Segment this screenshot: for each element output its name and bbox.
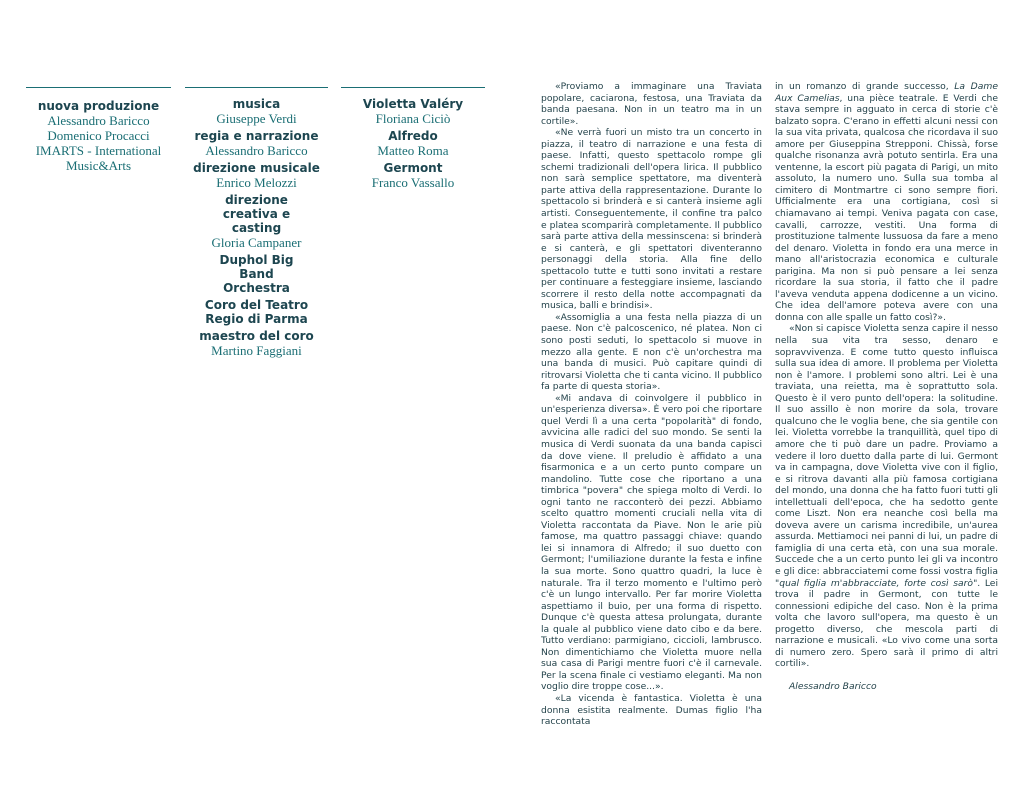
- cast-role: Violetta Valéry: [362, 97, 464, 111]
- credits-column-production: [26, 87, 171, 173]
- staff-role: Coro del Teatro Regio di Parma: [204, 298, 309, 326]
- text-run: , una pièce teatrale. E Verdi che stava sempre in agguato in cerca di storie c'è balzato sopra. C'erano in effetti alcuni nessi con la sua vita privata, qualcosa che ricordava il suo amore per Giuseppina Strepponi. Chissà, forse qualche risonanza avrà potuto sentirla. Era una ventenne, la escort più pagata di Parigi, un mito assoluto, la numero uno. Sulla sua tomba al cimitero di Montmartre ci sono sempre fiori. Ufficialmente era una cortigiana, così si chiamavano ai tempi. Veniva pagata con case, cavalli, carrozze, vestiti. Una forma di prostituzione talmente lussuosa da fare a meno del denaro. Violetta in fondo era una merce in mano all'aristocrazia economica e culturale parigina. Ma non si può pensare a lei senza ricordare la sua storia, il fatto che il padre l'aveva venduta appena dodicenne a un vicino. Che idea dell'amore poteva avere con una donna con alle spalle un fatto così?».: [775, 92, 998, 323]
- staff-entry: [185, 129, 328, 158]
- cast-role: Alfredo: [388, 129, 438, 143]
- article-paragraph: «Mi andava di coinvolgere il pubblico in un'esperienza diversa». È vero poi che riportare quel Verdi lì a una certa "popolarità" di fondo, avvicina alle radici del suo mondo. Se senti la musica di Verdi suonata da una banda capisci da dove viene. Il preludio è affidato a una fisarmonica e a un certo punto compare un mandolino. Tutte cose che riportano a una timbrica "povera" che spiega molto di Verdi. Io ogni tanto ne racconterò dei pezzi. Abbiamo scelto quattro momenti cruciali nella vita di Violetta raccontata da Piave. Non le arie più famose, ma quattro passaggi chiave: quando lei si innamora di Alfredo; il suo duetto con Germont; l'umiliazione durante la festa e infine la sua morte. Sono quattro quadri, la luce è naturale. Tra il terzo momento e l'ultimo però c'è un lungo intervallo. Per far morire Violetta aspettiamo il buio, per una forma di rispetto. Dunque c'è questa attesa prolungata, durante la quale al pubblico viene dato cibo e da bere. Tutto verdiano: parmigiano, ciccioli, lambrusco. Non dimentichiamo che Violetta muore nella sua casa di Parigi mentre fuori c'è il carnevale. Per la scena finale ci vestiamo eleganti. Ma non voglio dire troppe cose...».: [541, 392, 762, 693]
- article-paragraph: [775, 81, 998, 323]
- author-signature: Alessandro Baricco: [789, 680, 877, 692]
- article-paragraph: «La vicenda è fantastica. Violetta è una donna esistita realmente. Dumas figlio l'ha raccontata: [541, 692, 762, 728]
- staff-name: Gloria Campaner: [211, 235, 302, 250]
- staff-role: regia e narrazione: [194, 129, 319, 143]
- article-paragraph: «Assomiglia a una festa nella piazza di un paese. Non c'è palcoscenico, né platea. Non ci sono posti seduti, lo spettacolo si muove in mezzo alla gente. E non c'è un'orchestra ma una banda di musici. Può capitare quindi di ritrovarsi Violetta che ti canta vicino. Il pubblico fa parte di questa storia».: [541, 311, 762, 393]
- staff-name: Giuseppe Verdi: [216, 111, 297, 126]
- cast-entry: [341, 97, 485, 126]
- cast-name: Matteo Roma: [377, 143, 449, 158]
- producer-name: Alessandro Baricco: [47, 113, 150, 128]
- staff-name: Enrico Melozzi: [216, 175, 297, 190]
- staff-entry: [185, 193, 328, 250]
- credits-column-staff: [185, 87, 328, 358]
- article-paragraph: «Ne verrà fuori un misto tra un concerto in piazza, il teatro di narrazione e una festa di paese. Infatti, questo spettacolo rompe gli schemi tradizionali dell'opera lirica. Il pubblico non sarà semplice spettatore, ma diventerà parte attiva della rappresentazione. Durante lo spettacolo si brinderà e si canterà insieme agli artisti. Conseguentemente, il confine tra palco e platea scomparirà completamente. Il pubblico sarà parte attiva della messinscena: si brinderà e si canterà, e gli spettatori diventeranno personaggi della storia. Alla fine dello spettacolo tutte e tutti sono invitati a restare per continuare a festeggiare insieme, lasciando scorrere il resto della notte accompagnati da musica, balli e brindisi».: [541, 127, 762, 312]
- text-run: in un romanzo di grande successo,: [775, 81, 955, 92]
- staff-entry: [185, 329, 328, 358]
- cast-entry: [341, 161, 485, 190]
- article-paragraph: «Proviamo a immaginare una Traviata popolare, caciarona, festosa, una Traviata da banda paesana. Non in un teatro ma in un cortile».: [541, 81, 762, 127]
- staff-role: maestro del coro: [199, 329, 314, 343]
- producer-name: Domenico Procacci: [47, 128, 150, 143]
- staff-name: Martino Faggiani: [211, 343, 302, 358]
- staff-entry: [185, 298, 328, 326]
- staff-role: direzione creativa e casting: [222, 193, 291, 235]
- credits-column-cast: [341, 87, 485, 190]
- staff-role: musica: [232, 97, 281, 111]
- article-column-left: [541, 81, 762, 728]
- production-label: nuova produzione: [37, 99, 160, 113]
- staff-role: Duphol Big Band Orchestra: [219, 253, 294, 295]
- text-run: ". Lei trova il padre in Germont, con tutte le connessioni edipiche del caso. Non è la prima volta che lavoro sull'opera, ma questo è un progetto diverso, che mescola parti di narrazione e musicali. «Lo vivo come una sorta di numero zero. Spero sarà il primo di altri cortili».: [775, 577, 998, 670]
- cast-role: Germont: [383, 161, 443, 175]
- staff-entry: [185, 253, 328, 295]
- article-paragraph: [775, 323, 998, 669]
- libretto-quote: qual figlia m'abbracciate, forte così sarò: [779, 577, 974, 589]
- producer-name: IMARTS - International Music&Arts: [35, 143, 162, 173]
- article-column-right: [775, 81, 998, 692]
- staff-entry: [185, 97, 328, 126]
- cast-name: Floriana Ciciò: [375, 111, 451, 126]
- cast-entry: [341, 129, 485, 158]
- staff-entry: [185, 161, 328, 190]
- text-run: «Non si capisce Violetta senza capire il nesso nella sua vita tra sesso, denaro e sopravvivenza. E come tutto questo influisca sulla sua idea di amore. Il problema per Violetta non è l'amore. I problemi sono altri. Lei è una traviata, una reietta, ma è soprattutto sola. Questo è il vero punto dell'opera: la solitudine. Il suo assillo è non morire da sola, trovare qualcuno che le voglia bene, che sia gentile con lei. Violetta vorrebbe la tranquillità, quel tipo di amore che ti può dare un padre. Proviamo a vedere il loro duetto dalla parte di lui. Germont va in campagna, dove Violetta vive con il figlio, e si ritrova davanti alla più famosa cortigiana del mondo, una donna che ha fatto fuori tutti gli intellettuali dell'epoca, che ha sedotto gente come Liszt. Non era neanche così bella ma doveva avere un carisma incredibile, un'aurea assurda. Mettiamoci nei panni di lui, un padre di famiglia di una certa età, con una sua morale. Succede che a un certo punto lei gli va incontro e gli dice: abbracciatemi come fossi vostra figlia ": [775, 323, 998, 589]
- staff-name: Alessandro Baricco: [205, 143, 308, 158]
- novel-title: La Dame Aux Camelias: [775, 81, 998, 104]
- cast-name: Franco Vassallo: [371, 175, 455, 190]
- staff-role: direzione musicale: [193, 161, 320, 175]
